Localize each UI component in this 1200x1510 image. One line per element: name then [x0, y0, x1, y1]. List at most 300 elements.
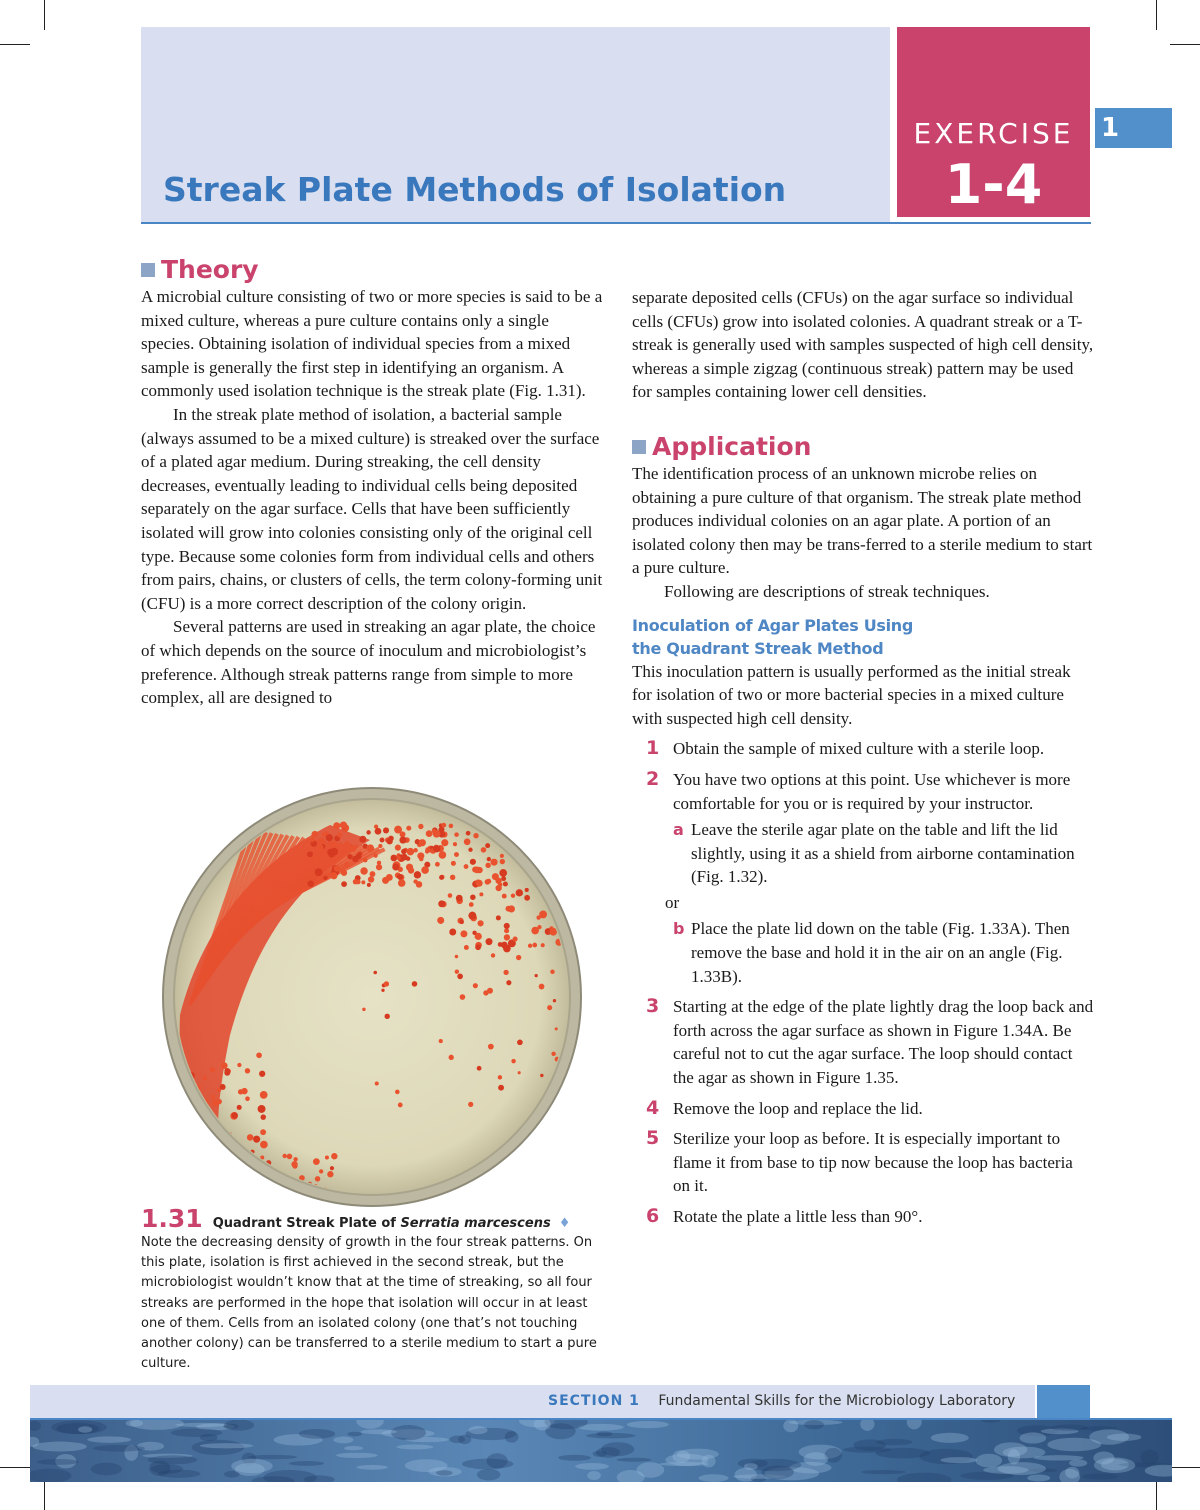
texture-blob: [87, 1436, 131, 1442]
colony: [395, 845, 401, 851]
step-number: 4: [646, 1096, 660, 1119]
theory-paragraph-2: In the streak plate method of isolation, a bacterial sample (always assumed to be a mixed culture) is streaked over the surface of a plated agar medium. During streaking, the cell density decreases, eventually leading to individual cells being deposited separately on the agar surface. Cells that have been sufficiently isolated will grow into colonies consisting only of the original cell type. Because some colonies form from individual cells and others from pairs, chains, or clusters of cells, the term colony-forming unit (CFU) is a more correct description of the colony origin.: [141, 404, 603, 613]
colony: [561, 880, 568, 887]
exercise-label: EXERCISE: [913, 117, 1074, 150]
colony: [413, 879, 417, 883]
colony: [253, 1136, 260, 1143]
colony: [245, 1096, 250, 1101]
colony: [325, 1155, 329, 1159]
crop-mark: [1156, 1480, 1157, 1510]
colony: [532, 943, 537, 948]
footer: [548, 1393, 1015, 1409]
colony: [231, 1112, 237, 1118]
colony: [449, 1055, 454, 1060]
streak-plate-photo: [160, 785, 585, 1210]
texture-blob: [586, 1433, 635, 1439]
crop-mark: [44, 1480, 45, 1510]
step-number: 1: [646, 737, 660, 760]
texture-blob: [1027, 1474, 1050, 1481]
colony: [449, 929, 456, 936]
colony: [330, 872, 337, 879]
colony: [454, 852, 459, 857]
step-text: Rotate the plate a little less than 90°.: [673, 1207, 923, 1226]
colony: [485, 843, 490, 848]
colony: [488, 1044, 494, 1050]
colony: [312, 855, 319, 862]
colony: [439, 1039, 443, 1043]
option-letter: a: [673, 820, 684, 840]
bullet-square-icon: [632, 440, 646, 454]
colony: [497, 822, 502, 827]
colony: [503, 970, 508, 975]
colony: [477, 920, 483, 926]
colony: [511, 893, 515, 897]
colony: [397, 856, 401, 860]
colony: [333, 822, 340, 829]
colony: [474, 866, 481, 873]
texture-blob: [333, 1436, 353, 1443]
texture-blob: [558, 1455, 591, 1461]
colony: [221, 1062, 228, 1069]
texture-blob: [1019, 1432, 1046, 1443]
colony: [406, 826, 411, 831]
texture-blob: [804, 1420, 824, 1429]
colony: [236, 1189, 242, 1195]
texture-blob: [57, 1423, 100, 1434]
colony: [186, 1156, 192, 1162]
method-subheading-line1: Inoculation of Agar Plates Using: [632, 615, 914, 635]
texture-blob: [391, 1425, 426, 1440]
colony: [323, 876, 327, 880]
colony: [178, 1144, 185, 1151]
texture-blob: [462, 1459, 514, 1470]
texture-blob: [616, 1458, 651, 1462]
crop-mark: [0, 1467, 30, 1468]
texture-blob: [396, 1444, 433, 1449]
colony: [418, 824, 423, 829]
colony: [441, 839, 448, 846]
colony: [476, 880, 483, 887]
colony: [391, 855, 398, 862]
colony: [327, 1171, 333, 1177]
figure-caption-text: Note the decreasing density of growth in the four streak patterns. On this plate, isolation is first achieved in the second streak, but the microbiologist wouldn’t know that at the time of streaking, so all four streaks are performed in the hope that isolation will occur in at least one of them. Cells from an isolated colony (one that’s not touching another colony) can be transferred to a sterile medium to start a pure culture.: [141, 1235, 597, 1372]
colony: [433, 830, 441, 838]
colony: [311, 831, 318, 838]
texture-blob: [336, 1453, 378, 1458]
colony: [211, 1094, 215, 1098]
method-subheading-line2: the Quadrant Streak Method: [632, 638, 884, 658]
colony: [247, 1134, 254, 1141]
colony: [337, 832, 342, 837]
colony: [366, 830, 370, 834]
colony: [380, 838, 385, 843]
application-paragraph-1: The identification process of an unknown microbe relies on obtaining a pure culture of that organism. The streak plate method produces individual colonies on an agar plate. A portion of an isolated colony then may be trans-ferred to a sterile medium to start a pure culture.: [632, 463, 1093, 578]
texture-blob: [231, 1459, 273, 1473]
figure-number: 1.31: [141, 1204, 203, 1233]
colony: [186, 1158, 190, 1162]
option-text: Leave the sterile agar plate on the table and lift the lid slightly, using it as a shield from airborne contamination (Fig. 1.32).: [691, 820, 1075, 887]
colony: [201, 1163, 206, 1168]
colony: [574, 890, 578, 894]
colony: [261, 1114, 266, 1119]
colony: [501, 942, 508, 949]
colony: [473, 983, 478, 988]
colony: [395, 1090, 400, 1095]
colony: [455, 969, 459, 973]
texture-blob: [224, 1471, 240, 1478]
colony: [237, 1063, 241, 1067]
step-item: [632, 768, 1094, 815]
texture-blob: [126, 1420, 143, 1427]
step-text: Sterilize your loop as before. It is especially important to flame it from base to tip now because the loop has bacteria on it.: [673, 1129, 1073, 1196]
colony: [541, 943, 545, 947]
colony: [481, 847, 487, 853]
colony: [433, 845, 440, 852]
colony: [540, 1074, 543, 1077]
colony: [400, 831, 406, 837]
bullet-square-icon: [141, 263, 155, 277]
colony: [464, 838, 471, 845]
colony: [441, 823, 446, 828]
colony: [319, 1169, 323, 1173]
texture-blob: [601, 1442, 634, 1456]
colony: [485, 863, 490, 868]
colony: [318, 837, 324, 843]
theory-paragraph-1: A microbial culture consisting of two or more species is said to be a mixed culture, whereas a pure culture contains only a single species. Obtaining isolation of individual species from a mixed sample is generally the first step in identifying an organism. A commonly used isolation technique is the streak plate (Fig. 1.31).: [141, 287, 603, 401]
colony: [210, 1139, 216, 1145]
texture-blob: [347, 1432, 362, 1437]
colony: [385, 1014, 390, 1019]
crop-mark: [44, 0, 45, 30]
colony: [375, 828, 382, 835]
texture-blob: [1051, 1424, 1089, 1430]
colony: [575, 906, 583, 914]
colony: [491, 953, 495, 957]
colony: [535, 974, 538, 977]
colony: [353, 879, 358, 884]
colony: [258, 1105, 266, 1113]
colony: [496, 915, 501, 920]
colony: [448, 893, 453, 898]
texture-blob: [1094, 1457, 1135, 1473]
texture-blob: [976, 1454, 1003, 1468]
colony: [468, 848, 472, 852]
colony: [307, 851, 313, 857]
colony: [373, 971, 377, 975]
texture-blob: [1082, 1473, 1118, 1479]
colony: [399, 837, 406, 844]
theory-paragraph-3-continued: separate deposited cells (CFUs) on the agar surface so individual cells (CFUs) grow into isolated colonies. A quadrant streak or a T-streak is generally used with samples suspected of high cell density, whereas a simple zigzag (continuous streak) pattern may be used for samples containing lower cell densities.: [632, 288, 1094, 402]
colony: [490, 859, 497, 866]
colony: [501, 876, 506, 881]
colony: [326, 834, 333, 841]
colony: [210, 1067, 215, 1072]
step-item: [632, 737, 1094, 761]
page-title: Streak Plate Methods of Isolation: [163, 170, 787, 209]
texture-blob: [477, 1469, 501, 1481]
colony: [470, 859, 476, 865]
colony: [477, 1066, 482, 1071]
colony: [310, 837, 314, 841]
colony: [450, 875, 455, 880]
step-text: Starting at the edge of the plate lightly drag the loop back and forth across the agar surface as shown in Figure 1.34A. Be careful not to cut the agar surface. The loop should contact the agar as shown in Figure 1.35.: [673, 997, 1094, 1088]
colony: [376, 864, 382, 870]
colony: [464, 864, 469, 869]
step-item: [632, 995, 1094, 1089]
colony: [528, 944, 532, 948]
colony: [468, 1102, 473, 1107]
colony: [322, 832, 326, 836]
colony: [525, 888, 529, 892]
colony: [362, 1008, 365, 1011]
colony: [381, 989, 384, 992]
texture-blob: [361, 1429, 397, 1434]
theory-heading-text: Theory: [161, 255, 259, 285]
colony: [237, 1105, 242, 1110]
colony: [370, 871, 376, 877]
colony: [550, 970, 554, 974]
colony: [260, 1091, 268, 1099]
colony: [539, 984, 545, 990]
texture-blob: [289, 1461, 324, 1466]
colony: [504, 923, 510, 929]
texture-blob: [1065, 1467, 1079, 1479]
theory-paragraph-3: Several patterns are used in streaking an agar plate, the choice of which depends on the source of inoculum and microbiologist’s preference. Although streak patterns range from simple to more complex, all are designed to: [141, 617, 596, 708]
crop-mark: [1170, 44, 1200, 45]
texture-blob: [627, 1421, 669, 1428]
colony: [189, 1164, 196, 1171]
colony: [566, 905, 573, 912]
colony: [318, 843, 323, 848]
colony: [504, 823, 508, 827]
footer-block: [1037, 1385, 1090, 1418]
colony: [398, 879, 406, 887]
exercise-box: [897, 27, 1090, 217]
colony: [574, 902, 581, 909]
colony: [499, 869, 507, 877]
application-paragraph-2: Following are descriptions of streak techniques.: [664, 581, 990, 601]
or-label: or: [665, 892, 680, 912]
colony: [216, 1099, 221, 1104]
colony: [425, 849, 429, 853]
colony: [466, 831, 471, 836]
colony: [456, 895, 463, 902]
crop-mark: [1170, 1467, 1200, 1468]
method-subheading: [632, 614, 1094, 660]
colony: [363, 858, 368, 863]
colony: [473, 833, 478, 838]
colony: [486, 938, 493, 945]
texture-blob: [151, 1464, 183, 1473]
colony: [407, 848, 415, 856]
colony: [469, 902, 474, 907]
colony: [454, 832, 459, 837]
colony: [468, 912, 476, 920]
colony: [375, 1081, 379, 1085]
texture-blob: [998, 1462, 1046, 1475]
colony: [553, 999, 556, 1002]
texture-blob: [861, 1470, 905, 1474]
step-text: You have two options at this point. Use whichever is more comfortable for you or is required by your instructor.: [673, 769, 1071, 813]
colony: [367, 883, 371, 887]
figure-title-prefix: Quadrant Streak Plate of: [212, 1216, 396, 1231]
colony: [350, 845, 357, 852]
step-item: [632, 1097, 1094, 1121]
colony: [453, 842, 457, 846]
texture-blob: [744, 1463, 758, 1470]
colony: [386, 874, 393, 881]
texture-blob: [37, 1459, 79, 1465]
left-column: [141, 255, 603, 710]
colony: [177, 1124, 184, 1131]
texture-blob: [941, 1457, 978, 1463]
colony: [401, 854, 408, 861]
colony: [313, 1158, 320, 1165]
step-number: 3: [646, 995, 660, 1018]
colony: [449, 824, 454, 829]
colony: [331, 841, 337, 847]
colony: [470, 894, 475, 899]
colony: [426, 830, 433, 837]
colony: [517, 1040, 523, 1046]
colony: [352, 856, 358, 862]
colony: [378, 844, 382, 848]
colony: [475, 944, 481, 950]
texture-blob: [1141, 1450, 1159, 1465]
colony: [260, 1141, 268, 1149]
colony: [360, 867, 367, 874]
texture-blob: [659, 1462, 709, 1466]
texture-blob: [436, 1470, 452, 1475]
exercise-number: 1-4: [944, 153, 1043, 216]
colony: [414, 871, 421, 878]
crop-mark: [1156, 0, 1157, 30]
texture-blob: [1047, 1438, 1101, 1451]
diamond-icon: ♦: [558, 1216, 571, 1231]
colony: [557, 880, 561, 884]
colony: [437, 917, 444, 924]
texture-blob: [843, 1447, 891, 1453]
colony: [327, 849, 334, 856]
texture-blob: [931, 1433, 969, 1443]
texture-blob: [405, 1459, 448, 1472]
step-number: 2: [646, 767, 660, 790]
option-letter: b: [673, 919, 685, 939]
option-item: [673, 917, 1094, 988]
texture-blob: [804, 1452, 828, 1466]
texture-blob: [449, 1436, 465, 1444]
colony: [256, 1052, 262, 1058]
footer-section-title: Fundamental Skills for the Microbiology Laboratory: [658, 1393, 1016, 1409]
colony: [513, 937, 518, 942]
texture-blob: [469, 1426, 488, 1434]
option-item: [673, 818, 1094, 889]
colony: [260, 1129, 266, 1135]
colony: [245, 1068, 250, 1073]
colony: [504, 934, 510, 940]
colony: [180, 1094, 185, 1099]
colony: [386, 838, 392, 844]
colony: [511, 1059, 515, 1063]
texture-blob: [994, 1442, 1027, 1456]
colony: [475, 933, 482, 940]
texture-blob: [677, 1449, 719, 1460]
section-tab: 1: [1095, 108, 1172, 148]
theory-heading: [141, 255, 603, 285]
colony: [366, 844, 374, 852]
colony: [315, 1176, 320, 1181]
colony: [361, 880, 365, 884]
texture-blob: [575, 1463, 609, 1470]
colony: [502, 894, 507, 899]
colony: [498, 1085, 504, 1091]
colony: [368, 876, 374, 882]
colony: [190, 1130, 195, 1135]
colony: [334, 865, 340, 871]
colony: [460, 930, 467, 937]
colony: [182, 1105, 188, 1111]
colony: [524, 895, 530, 901]
texture-blob: [299, 1429, 335, 1439]
colony: [439, 851, 447, 859]
figure-species: Serratia marcescens: [400, 1216, 551, 1231]
colony: [359, 836, 366, 843]
figure-caption: [141, 1204, 601, 1374]
colony: [203, 1076, 207, 1080]
colony: [347, 854, 352, 859]
colony: [392, 864, 399, 871]
colony: [398, 1103, 403, 1108]
texture-blob: [148, 1455, 198, 1464]
colony: [331, 1153, 337, 1159]
texture-blob: [876, 1439, 912, 1445]
colony: [419, 839, 426, 846]
colony: [516, 889, 523, 896]
colony: [498, 1075, 502, 1079]
texture-blob: [32, 1442, 86, 1452]
colony: [345, 841, 349, 845]
texture-blob: [78, 1426, 92, 1432]
colony: [531, 927, 539, 935]
colony: [330, 1166, 334, 1170]
colony: [308, 880, 314, 886]
colony: [505, 906, 511, 912]
step-item: [632, 1205, 1094, 1229]
colony: [373, 853, 377, 857]
colony: [241, 1088, 247, 1094]
right-column: [632, 286, 1094, 1229]
colony: [457, 974, 463, 980]
colony: [516, 955, 521, 960]
colony: [551, 1052, 555, 1056]
colony: [220, 1084, 226, 1090]
colony: [315, 868, 323, 876]
colony: [503, 881, 508, 886]
application-heading: [632, 432, 1094, 462]
colony: [495, 878, 501, 884]
colony: [341, 881, 347, 887]
colony: [500, 859, 505, 864]
colony: [412, 981, 418, 987]
colony: [205, 1167, 210, 1172]
texture-blob: [1069, 1459, 1087, 1466]
texture-blob: [587, 1471, 601, 1480]
step-number: 5: [646, 1127, 660, 1150]
crop-mark: [0, 44, 30, 45]
colony: [500, 854, 504, 858]
colony: [229, 1182, 233, 1186]
colony: [340, 821, 347, 828]
